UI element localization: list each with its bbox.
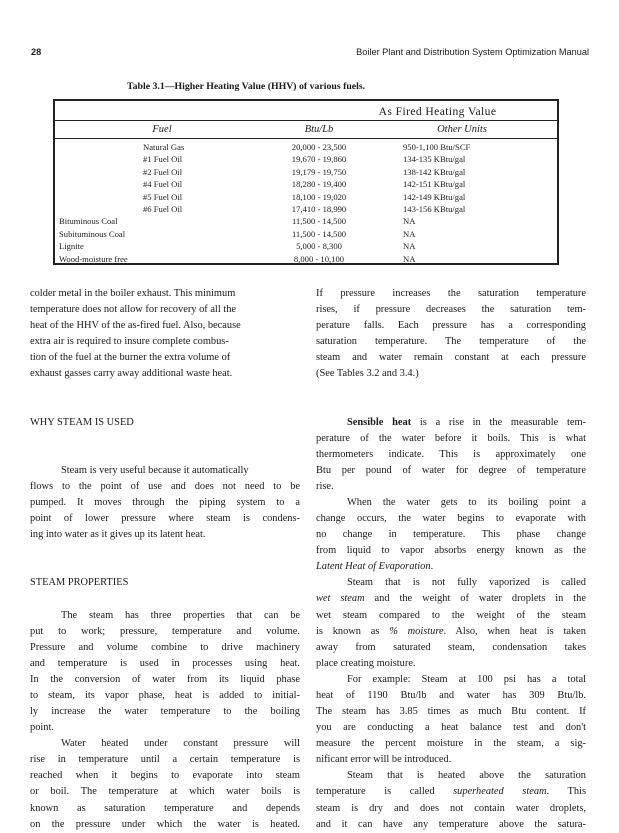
cell-btu: 11,500 - 14,500 bbox=[291, 228, 347, 239]
cell-fuel: Bituminous Coal bbox=[59, 216, 118, 227]
boiling-point-paragraph: When the water gets to its boiling point a change occurs, the water begins to evaporate with no change in temperature. This phase change from liquid to vapor absorbs energy known as the Latent Heat of Evaporation. bbox=[316, 497, 586, 573]
table-group-header bbox=[55, 104, 557, 121]
page-header bbox=[31, 47, 589, 65]
left-column bbox=[30, 286, 300, 833]
group-header-label: As Fired Heating Value bbox=[378, 105, 497, 118]
cell-other-units: 134-135 KBtu/gal bbox=[403, 154, 466, 165]
cell-other-units: NA bbox=[403, 228, 416, 239]
heading-why-steam: WHY STEAM IS USED bbox=[30, 416, 134, 428]
pressure-paragraph: If pressure increases the saturation temperature rises, if pressure decreases the saturation tem- perature falls. Each pressure has a corresponding saturation temperature. The temperature of the steam and water remain constant at each pressure (See Tables 3.2 and 3.4.) bbox=[316, 288, 586, 380]
column-header-fuel: Fuel bbox=[152, 124, 172, 135]
water-heated-paragraph: Water heated under constant pressure will rise in temperature until a certain temperature is reached when it begins to evaporate into steam or boil. The temperature at which water boils is known as saturation temperature and depends on the pressure under which the water is heated. bbox=[30, 738, 300, 830]
wet-steam-paragraph: Steam that is not fully vaporized is called wet steam and the weight of water droplets in the wet steam compared to the weight of the steam is known as % moisture. Also, when heat is taken away from saturated steam, condensation takes place creating moisture. bbox=[316, 577, 586, 669]
table-caption: Table 3.1—Higher Heating Value (HHV) of various fuels. bbox=[127, 81, 366, 92]
example-paragraph: For example: Steam at 100 psi has a total heat of 1190 Btu/lb and water has 309 Btu/lb. The steam has 3.85 times as much Btu content. If you are conducting a heat balance test and don't measure the percent moisture in the steam, a sig- nificant error will be introduced. bbox=[316, 673, 586, 766]
heading-steam-properties: STEAM PROPERTIES bbox=[30, 577, 129, 589]
table-row bbox=[55, 253, 557, 265]
running-title: Boiler Plant and Distribution System Optimization Manual bbox=[356, 47, 589, 57]
table-row bbox=[55, 141, 557, 153]
table-row bbox=[55, 191, 557, 203]
cell-btu: 17,410 - 18,990 bbox=[291, 203, 347, 214]
term-wet-steam: wet steam bbox=[316, 593, 365, 605]
cell-btu: 18,100 - 19,020 bbox=[291, 191, 347, 202]
why-steam-paragraph: Steam is very useful because it automatically flows to the point of use and does not need to be pumped. It moves through the piping system to a point of lower pressure where steam is condens- ing into water as it gives up its latent heat. bbox=[30, 464, 300, 541]
table-row bbox=[55, 178, 557, 190]
table-row bbox=[55, 215, 557, 227]
page-number: 28 bbox=[31, 47, 42, 57]
table-row bbox=[55, 166, 557, 178]
cell-fuel: #4 Fuel Oil bbox=[143, 179, 183, 190]
cell-other-units: 950-1,100 Btu/SCF bbox=[403, 142, 471, 152]
cell-btu: 5,000 - 8,300 bbox=[296, 241, 342, 252]
table-body bbox=[55, 141, 557, 265]
table-row bbox=[55, 228, 557, 240]
cell-fuel: Lignite bbox=[59, 241, 84, 252]
table-row bbox=[55, 240, 557, 252]
cell-btu: 20,000 - 23,500 bbox=[291, 142, 347, 152]
cell-other-units: 143-156 KBtu/gal bbox=[403, 203, 466, 214]
cell-other-units: NA bbox=[403, 216, 416, 227]
cell-fuel: Wood-moisture free bbox=[59, 253, 128, 264]
heating-value-table bbox=[53, 99, 559, 265]
table-column-headers bbox=[55, 123, 557, 139]
cell-other-units: NA bbox=[403, 241, 416, 252]
cell-btu: 19,670 - 19,860 bbox=[291, 154, 347, 165]
cell-fuel: #5 Fuel Oil bbox=[143, 191, 183, 202]
cell-btu: 19,179 - 19,750 bbox=[291, 166, 347, 177]
cell-fuel: Subituminous Coal bbox=[59, 228, 126, 239]
cell-btu: 8,000 - 10,100 bbox=[293, 253, 345, 264]
cell-fuel: Natural Gas bbox=[143, 142, 185, 152]
term-sensible-heat: Sensible heat bbox=[347, 416, 412, 428]
cell-other-units: NA bbox=[403, 253, 416, 264]
intro-paragraph: colder metal in the boiler exhaust. This minimum temperature does not allow for recovery of all the heat of the HHV of the as-fired fuel. Also, because extra air is required to insure complete combus- tion of the fuel at the burner the extra volume of exhaust gasses carry away additional waste heat. bbox=[30, 288, 241, 380]
table-row bbox=[55, 203, 557, 215]
column-header-other-units: Other Units bbox=[437, 124, 487, 135]
cell-fuel: #1 Fuel Oil bbox=[143, 154, 183, 165]
term-superheated-steam: superheated steam bbox=[453, 786, 547, 798]
term-percent-moisture: % moisture bbox=[389, 625, 444, 637]
cell-fuel: #2 Fuel Oil bbox=[143, 166, 183, 177]
cell-btu: 18,280 - 19,400 bbox=[291, 179, 347, 190]
sensible-heat-paragraph: Sensible heat is a rise in the measurable tem- perature of the water before it boils. This is what thermometers indicate. This is approximately one Btu per pound of water for degree of temperature rise. bbox=[316, 416, 586, 492]
column-header-btu: Btu/Lb bbox=[304, 124, 334, 135]
properties-paragraph: The steam has three properties that can be put to work; pressure, temperature and volume. Pressure and volume combine to drive machinery and temperature is used in processes using heat. In the conversion of water from its liquid phase to steam, its vapor phase, heat is added to initial- ly increase the water temperature to the boiling point. bbox=[30, 609, 300, 734]
cell-btu: 11,500 - 14,500 bbox=[291, 216, 347, 227]
cell-other-units: 138-142 KBtu/gal bbox=[403, 166, 466, 177]
cell-other-units: 142-149 KBtu/gal bbox=[403, 191, 466, 202]
cell-other-units: 142-151 KBtu/gal bbox=[403, 179, 466, 190]
term-latent-heat: Latent Heat of Evaporation bbox=[316, 561, 431, 573]
cell-fuel: #6 Fuel Oil bbox=[143, 203, 183, 214]
table-row bbox=[55, 153, 557, 165]
superheated-paragraph: Steam that is heated above the saturation temperature is called superheated steam. This steam is dry and does not contain water droplets, and it can have any temperature above the satura- bbox=[316, 770, 586, 830]
right-column bbox=[316, 286, 586, 833]
